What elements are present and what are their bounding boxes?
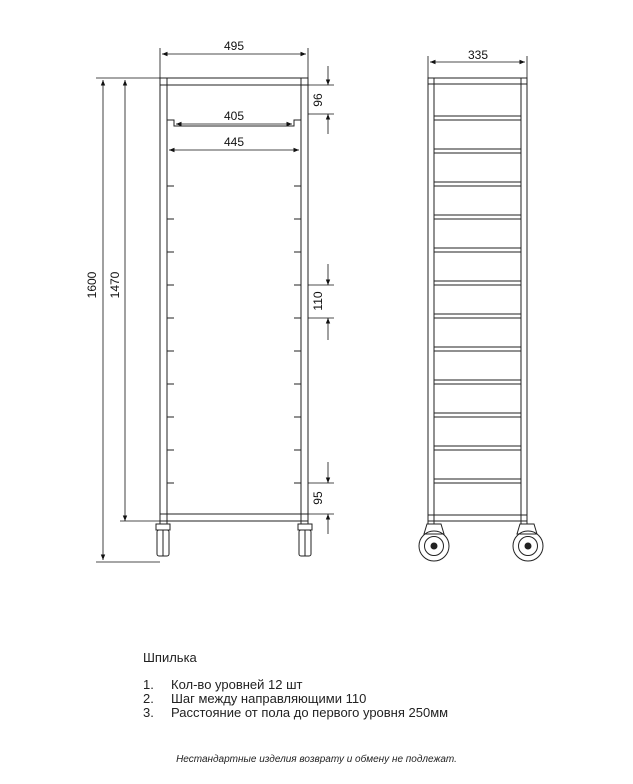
spec-number: 3. <box>143 705 154 720</box>
front-right-post <box>301 78 308 524</box>
spec-number: 2. <box>143 691 154 706</box>
front-top-bar <box>160 78 308 85</box>
dim-inner-width-top: 405 <box>223 109 245 123</box>
spec-item <box>143 692 448 706</box>
disclaimer-note: Нестандартные изделия возврату и обмену не подлежат. <box>176 754 457 765</box>
dim-pitch: 110 <box>311 291 325 311</box>
spec-item <box>143 678 448 692</box>
spec-text: Кол-во уровней 12 шт <box>171 677 303 692</box>
spec-list <box>143 678 448 720</box>
dim-inner-width: 445 <box>223 135 245 149</box>
product-title: Шпилька <box>143 650 197 665</box>
spec-text: Шаг между направляющими 110 <box>171 691 367 706</box>
side-runners <box>434 116 521 483</box>
side-top-bar <box>428 78 527 84</box>
front-dimensions <box>96 48 334 562</box>
dim-top-gap: 96 <box>311 93 325 107</box>
spec-text: Расстояние от пола до первого уровня 250мм <box>171 705 449 720</box>
spec-item <box>143 706 448 720</box>
front-right-caster <box>298 524 312 556</box>
side-left-wheel <box>419 524 449 561</box>
side-view <box>419 78 543 561</box>
front-left-caster <box>156 524 170 556</box>
spec-number: 1. <box>143 677 154 692</box>
side-right-post <box>521 78 527 524</box>
side-left-post <box>428 78 434 524</box>
dim-front-width: 495 <box>223 39 245 53</box>
dim-bottom-gap: 95 <box>311 491 325 505</box>
dim-inner-height: 1470 <box>108 271 122 299</box>
side-bottom-bar <box>428 515 527 521</box>
front-left-post <box>160 78 167 524</box>
dim-total-height: 1600 <box>85 271 99 299</box>
front-runners <box>167 186 301 483</box>
dim-side-width: 335 <box>467 48 489 62</box>
side-right-wheel <box>513 524 543 561</box>
front-bottom-bar <box>160 514 308 521</box>
